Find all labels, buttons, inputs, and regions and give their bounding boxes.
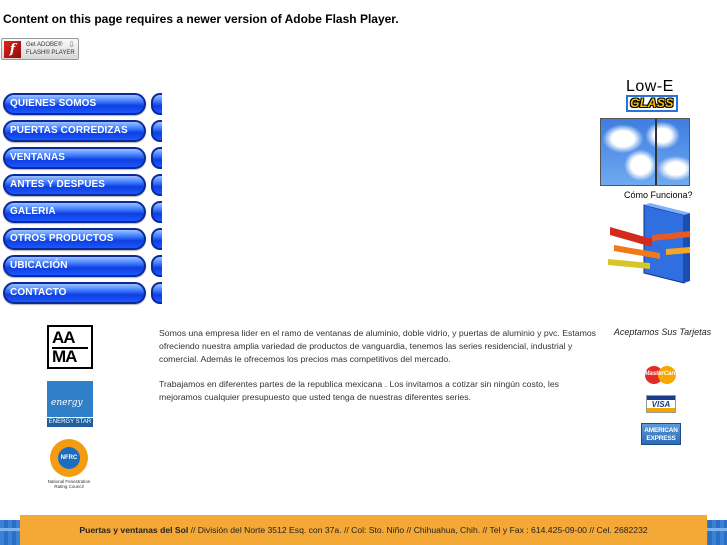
aama-logo: AA MA xyxy=(47,325,93,369)
mastercard-logo: MasterCard xyxy=(643,364,679,386)
nfrc-logo: NFRC National Fenestration Rating Council xyxy=(47,439,91,495)
footer-company: Puertas y ventanas del Sol xyxy=(79,525,189,535)
nav-tab-decor xyxy=(151,147,162,169)
nav-tab-decor xyxy=(151,93,162,115)
about-text xyxy=(159,327,599,417)
about-paragraph-1: Somos una empresa lider en el ramo de ventanas de aluminio, doble vidrio, y puertas de aluminio y pvc. Estamos ofreciendo nuestra amplia variedad de productos de vanguardia, tenemos las series residencial, industrial y comercial. Además le ofrecemos los precios mas competitivos del mercado. xyxy=(159,328,597,364)
nav-galeria[interactable]: GALERIA xyxy=(3,201,146,223)
nav-otros-productos[interactable]: OTROS PRODUCTOS xyxy=(3,228,146,250)
footer-details: // División del Norte 3512 Esq. con 37a. // Col: Sto. Niño // Chihuahua, Chih. // Tel y Fax : 614.425-09-00 // Cel. 2682232 xyxy=(188,525,648,535)
nav-tab-decor xyxy=(151,174,162,196)
nav-tab-decor xyxy=(151,201,162,223)
footer-bar xyxy=(20,515,707,545)
get-flash-player-button[interactable] xyxy=(1,38,79,60)
amex-logo: AMERICAN EXPRESS xyxy=(641,423,681,445)
nav-ubicacion[interactable]: UBICACIÓN xyxy=(3,255,146,277)
energy-star-logo: energy ENERGY STAR xyxy=(47,381,93,427)
nav-tab-decor xyxy=(151,255,162,277)
nav-contacto[interactable]: CONTACTO xyxy=(3,282,146,304)
flash-logo-icon: f xyxy=(4,41,21,58)
flash-badge-line2: FLASH® PLAYER xyxy=(26,50,75,56)
visa-logo: VISA xyxy=(646,395,676,413)
nav-tab-decor xyxy=(151,282,162,304)
glass-label: GLASS xyxy=(626,95,678,112)
about-paragraph-2: Trabajamos en diferentes partes de la republica mexicana . Los invitamos a cotizar sin ningún costo, les mejoramos cualquier presupuesto que usted tenga de nuestras diferentes series. xyxy=(159,379,559,403)
flash-badge-line1: Get ADOBE® xyxy=(26,42,63,48)
low-e-diagram-image xyxy=(606,201,691,287)
nav-quienes-somos[interactable]: QUIENES SOMOS xyxy=(3,93,146,115)
flash-required-message: Content on this page requires a newer version of Adobe Flash Player. xyxy=(3,12,399,26)
nav-antes-y-despues[interactable]: ANTES Y DESPUES xyxy=(3,174,146,196)
como-funciona-link[interactable]: Cómo Funciona? xyxy=(624,190,693,200)
cards-title: Aceptamos Sus Tarjetas xyxy=(613,327,712,337)
download-arrow-icon: ⇩ xyxy=(68,40,75,49)
window-sky-image xyxy=(600,118,690,186)
accepted-cards xyxy=(600,327,720,442)
nav-tab-decor xyxy=(151,120,162,142)
low-e-title: Low-E xyxy=(626,78,674,95)
nav-tab-decor xyxy=(151,228,162,250)
nav-ventanas[interactable]: VENTANAS xyxy=(3,147,146,169)
nav-puertas-corredizas[interactable]: PUERTAS CORREDIZAS xyxy=(3,120,146,142)
